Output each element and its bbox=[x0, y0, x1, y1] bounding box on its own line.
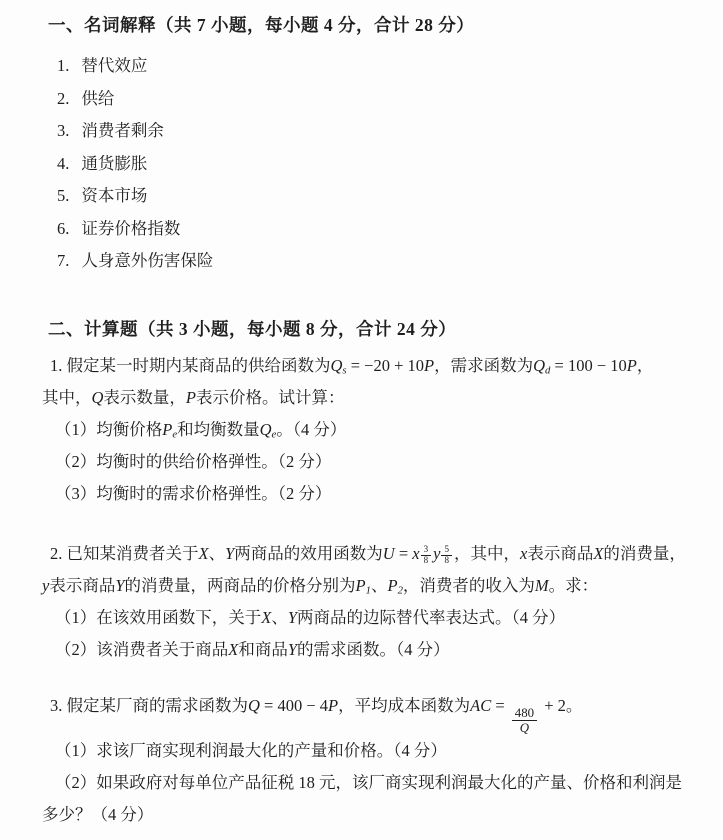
section1-heading: 一、名词解释（共 7 小题，每小题 4 分，合计 28 分） bbox=[48, 15, 475, 35]
term-item-5 bbox=[42, 180, 697, 213]
problem-3-statement-line-1: 3. 假定某厂商的需求函数为Q = 400 − 4P，平均成本函数为AC = $\frac{480}{Q}$ + 2。 bbox=[50, 695, 583, 736]
problem-2-statement-line-1: 2. 已知某消费者关于X、Y两商品的效用函数为U = x $\frac{3}{8}$ y $\frac{5}{8}$ ，其中，x表示商品X的消费量， bbox=[50, 543, 686, 565]
term-number: 6. bbox=[57, 218, 70, 238]
problem-2-statement-line-2: y表示商品Y的消费量，两商品的价格分别为P1、P2，消费者的收入为M。求： bbox=[42, 575, 599, 597]
problem-2-part-1: （1）在该效用函数下，关于X、Y两商品的边际替代率表达式。（4 分） bbox=[55, 607, 566, 627]
term-label: 消费者剩余 bbox=[81, 121, 164, 140]
problem-1-statement-line-2: 其中，Q表示数量，P表示价格。试计算： bbox=[42, 387, 345, 407]
term-label: 资本市场 bbox=[81, 186, 148, 205]
term-number: 1. bbox=[57, 56, 70, 75]
term-number: 3. bbox=[57, 121, 70, 140]
problem-1 bbox=[42, 350, 697, 510]
term-label: 替代效应 bbox=[81, 56, 148, 75]
problem-3-part-2-line-2: 多少？（4 分） bbox=[42, 805, 154, 825]
problem-1-statement-line-1: 1. 假定某一时期内某商品的供给函数为Qs = −20 + 10P，需求函数为Qd = 100 − 10P， bbox=[50, 355, 654, 377]
problem-1-part-1: （1）均衡价格Pe和均衡数量Qe。（4 分） bbox=[55, 419, 347, 441]
term-item-1 bbox=[42, 50, 697, 83]
section2-heading: 二、计算题（共 3 小题，每小题 8 分，合计 24 分） bbox=[48, 318, 457, 339]
section-calculation-problems bbox=[42, 316, 697, 832]
problem-1-part-3: （3）均衡时的需求价格弹性。（2 分） bbox=[55, 483, 332, 503]
term-item-7 bbox=[42, 245, 697, 278]
term-list bbox=[42, 50, 697, 278]
term-number: 4. bbox=[57, 153, 70, 173]
problem-3 bbox=[42, 690, 697, 832]
term-item-6 bbox=[42, 213, 697, 246]
problem-3-part-1: （1）求该厂商实现利润最大化的产量和价格。（4 分） bbox=[55, 741, 447, 761]
term-number: 2. bbox=[57, 88, 70, 108]
term-item-3 bbox=[42, 115, 697, 148]
term-number: 5. bbox=[57, 186, 70, 205]
section-term-definitions bbox=[42, 12, 697, 278]
problem-3-part-2-line-1: （2）如果政府对每单位产品征税 18 元，该厂商实现利润最大化的产量、价格和利润是 bbox=[55, 773, 682, 793]
term-label: 证券价格指数 bbox=[81, 218, 181, 238]
term-label: 供给 bbox=[81, 88, 115, 108]
term-item-2 bbox=[42, 83, 697, 116]
term-number: 7. bbox=[57, 251, 70, 270]
term-label: 人身意外伤害保险 bbox=[81, 251, 214, 270]
problem-2 bbox=[42, 538, 697, 666]
term-label: 通货膨胀 bbox=[81, 153, 148, 173]
problem-2-part-2: （2）该消费者关于商品X和商品Y的需求函数。（4 分） bbox=[55, 639, 450, 659]
problem-1-part-2: （2）均衡时的供给价格弹性。（2 分） bbox=[55, 451, 332, 471]
term-item-4 bbox=[42, 148, 697, 181]
